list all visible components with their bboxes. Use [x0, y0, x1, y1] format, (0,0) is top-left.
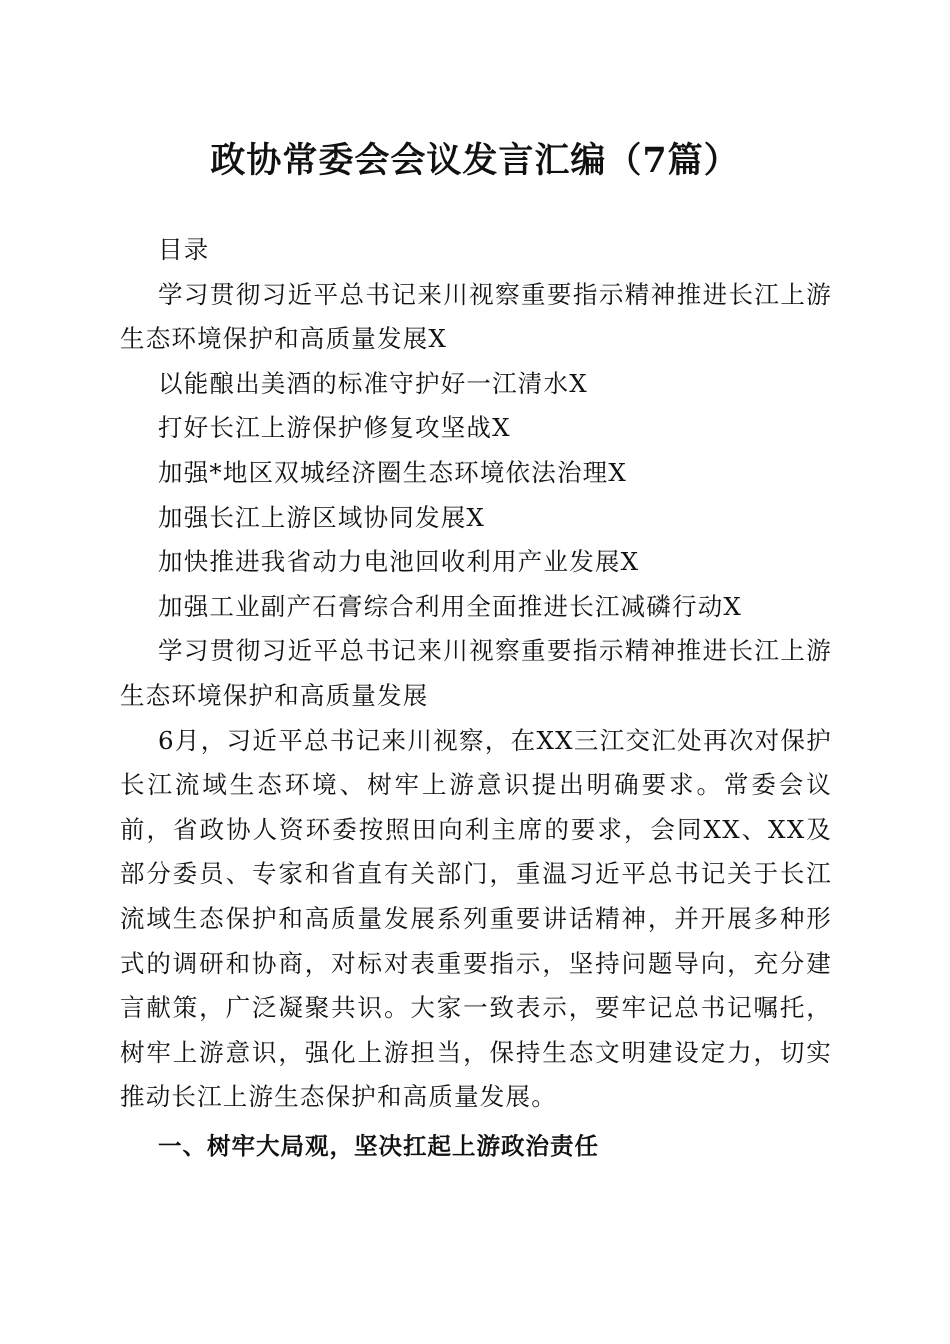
toc-item: 加强长江上游区域协同发展X: [158, 502, 486, 532]
toc-item: 加强工业副产石膏综合利用全面推进长江减磷行动X: [158, 591, 743, 621]
toc-item: 加强*地区双城经济圈生态环境依法治理X: [158, 457, 627, 487]
document-title: 政协常委会会议发言汇编（7篇）: [210, 140, 740, 181]
toc-item: 打好长江上游保护修复攻坚战X: [158, 413, 511, 443]
toc-item: 学习贯彻习近平总书记来川视察重要指示精神推进长江上游生态环境保护和高质量发展X: [120, 279, 832, 354]
document-body: [120, 228, 832, 1168]
toc-item: 加快推进我省动力电池回收利用产业发展X: [158, 547, 640, 577]
toc-label: 目录: [158, 235, 210, 264]
body-paragraph: 6月，习近平总书记来川视察，在XX三江交汇处再次对保护长江流域生态环境、树牢上游意识提出明确要求。常委会议前，省政协人资环委按照田向利主席的要求，会同XX、XX及部分委员、专家和省直有关部门，重温习近平总书记关于长江流域生态保护和高质量发展系列重要讲话精神，并开展多种形式的调研和协商，对标对表重要指示，坚持问题导向，充分建言献策，广泛凝聚共识。大家一致表示，要牢记总书记嘱托，树牢上游意识，强化上游担当，保持生态文明建设定力，切实推动长江上游生态保护和高质量发展。: [120, 725, 832, 1112]
section-heading: 一、树牢大局观，坚决扛起上游政治责任: [158, 1131, 599, 1160]
section-title: 学习贯彻习近平总书记来川视察重要指示精神推进长江上游生态环境保护和高质量发展: [120, 636, 832, 710]
toc-item: 以能酿出美酒的标准守护好一江清水X: [158, 368, 588, 398]
